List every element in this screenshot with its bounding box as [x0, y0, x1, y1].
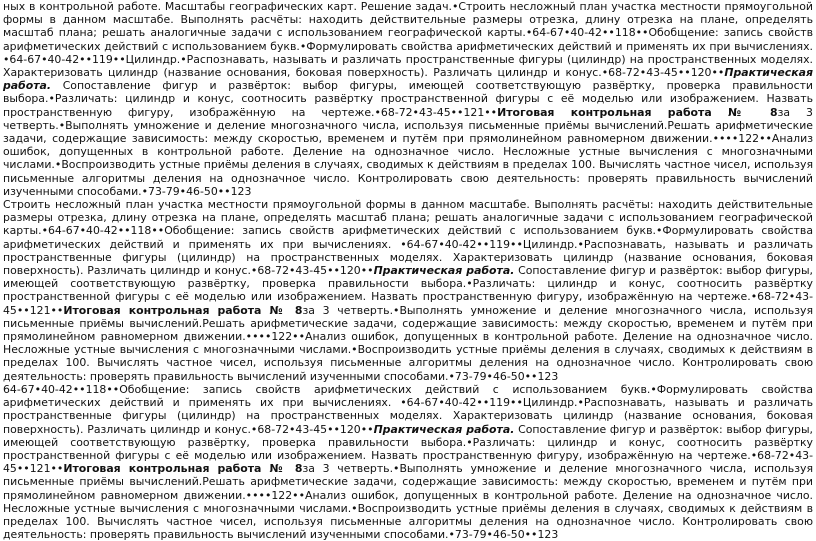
text-run: за 3 четверть.•Выполнять умножение и деление многозначного числа, используя письменные приёмы вычислений.Решать арифметические задачи, содержащие зависимость: между скоростью, временем и путём при прямолинейном равномерном движении.••••122••Анализ ошибок, допущенных в контрольной работе. Деление на однозначное число. Несложные устные вычисления с многозначными числами.•Воспроизводить устные приёмы деления в случаях, сводимых к действиям в пределах 100. Вычислять частное чисел, используя письменные алгоритмы деления на однозначное число. Контролировать свою деятельность: проверять правильность вычислений изученными способами.•73-79•46-50••123 [3, 303, 813, 383]
paragraph-2 [3, 198, 813, 383]
final-test-heading: Итоговая контрольная работа № 8 [63, 303, 303, 317]
text-run: ных в контрольной работе. Масштабы географических карт. Решение задач.•Строить несложный план участка местности прямоугольной формы в данном масштабе. Выполнять расчёты: находить действительные размеры отрезка, длину отрезка на плане, определять масштаб плана; решать аналогичные задачи с использованием географической карты.•64-67•40-42••118••Обобщение: запись свойств арифметических действий с использованием букв.•Формулировать свойства арифметических действий и применять их при вычислениях. •64-67•40-42••119••Цилиндр.•Распознавать, называть и различать пространственные фигуры (цилиндр) на пространственных моделях. Характеризовать цилиндр (название основания, боковая поверхность). Различать цилиндр и конус.•68-72•43-45••120•• [3, 0, 813, 80]
text-run: за 3 четверть.•Выполнять умножение и деление многозначного числа, используя письменные приёмы вычислений.Решать арифметические задачи, содержащие зависимость: между скоростью, временем и путём при прямолинейном равномерном движении.••••122••Анализ ошибок, допущенных в контрольной работе. Деление на однозначное число. Несложные устные вычисления с многозначными числами.•Воспроизводить устные приёмы деления в случаях, сводимых к действиям в пределах 100. Вычислять частное чисел, используя письменные алгоритмы деления на однозначное число. Контролировать свою деятельность: проверять правильность вычислений изученными способами.•73-79•46-50••123 [3, 105, 813, 198]
text-run: Строить несложный план участка местности прямоугольной формы в данном масштабе. Выполнять расчёты: находить действительные размеры отрезка, длину отрезка на плане, определять масштаб плана; решать аналогичные задачи с использованием географической карты.•64-67•40-42••118••Обобщение: запись свойств арифметических действий с использованием букв.•Формулировать свойства арифметических действий и применять их при вычислениях. •64-67•40-42••119••Цилиндр.•Распознавать, называть и различать пространственные фигуры (цилиндр) на пространственных моделях. Характеризовать цилиндр (название основания, боковая поверхность). Различать цилиндр и конус.•68-72•43-45••120•• [3, 198, 813, 278]
practical-work-heading: Практическая работа. [373, 264, 515, 278]
paragraph-1 [3, 0, 813, 198]
document-body [3, 0, 813, 541]
text-run: Сопоставление фигур и развёрток: выбор фигуры, имеющей соответствующую развёртку, проверка правильности выбора.•Различать: цилиндр и конус, соотносить развёртку пространственной фигуры с её моделью или изображением. Назвать пространственную фигуру, изображённую на чертеже.•68-72•43-45••121•• [3, 264, 814, 317]
text-run: Сопоставление фигур и развёрток: выбор фигуры, имеющей соответствующую развёртку, проверка правильности выбора.•Различать: цилиндр и конус, соотносить развёртку пространственной фигуры с её моделью или изображением. Назвать пространственную фигуру, изображённую на чертеже.•68-72•43-45••121•• [3, 422, 814, 476]
text-run: 64-67•40-42••118••Обобщение: запись свойств арифметических действий с использованием букв.•Формулировать свойства арифметических действий и применять их при вычислениях. •64-67•40-42••119••Цилиндр.•Распознавать, называть и различать пространственные фигуры (цилиндр) на пространственных моделях. Характеризовать цилиндр (название основания, боковая поверхность). Различать цилиндр и конус.•68-72•43-45••120•• [3, 382, 813, 436]
paragraph-3 [3, 383, 813, 541]
text-run: Сопоставление фигур и развёрток: выбор фигуры, имеющей соответствующую развёртку, проверка правильности выбора.•Различать: цилиндр и конус, соотносить развёртку пространственной фигуры с её моделью или изображением. Назвать пространственную фигуру, изображённую на чертеже.•68-72•43-45••121•• [3, 79, 813, 119]
text-run: за 3 четверть.•Выполнять умножение и деление многозначного числа, используя письменные приёмы вычислений.Решать арифметические задачи, содержащие зависимость: между скоростью, временем и путём при прямолинейном равномерном движении.••••122••Анализ ошибок, допущенных в контрольной работе. Деление на однозначное число. Несложные устные вычисления с многозначными числами.•Воспроизводить устные приёмы деления в случаях, сводимых к действиям в пределах 100. Вычислять частное чисел, используя письменные алгоритмы деления на однозначное число. Контролировать свою деятельность: проверять правильность вычислений изученными способами.•73-79•46-50••123 [3, 462, 813, 541]
final-test-heading: Итоговая контрольная работа № 8 [63, 462, 303, 476]
practical-work-heading: Практическая работа. [3, 66, 813, 93]
final-test-heading: Итоговая контрольная работа № 8 [497, 105, 778, 119]
practical-work-heading: Практическая работа. [373, 422, 515, 436]
